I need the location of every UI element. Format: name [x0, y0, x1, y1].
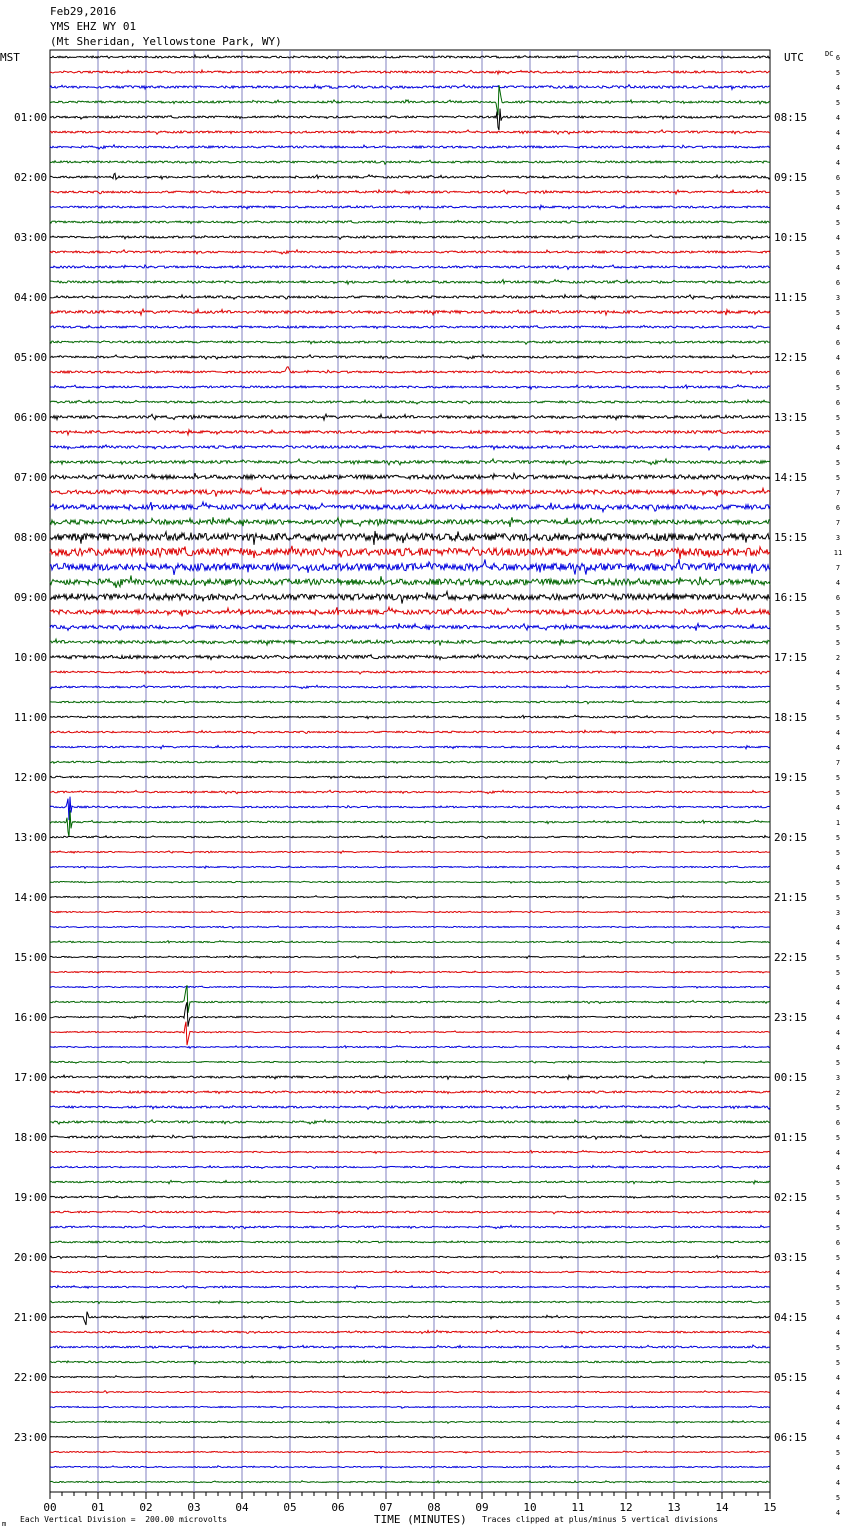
dc-offset-label: 5 — [835, 624, 841, 632]
mst-hour-label: 09:00 — [14, 591, 48, 604]
trace-line — [50, 971, 770, 973]
trace-line — [50, 1345, 770, 1349]
dc-offset-label: 5 — [835, 219, 841, 227]
trace-line — [50, 367, 770, 374]
trace-line — [50, 926, 770, 928]
trace-line — [50, 986, 770, 988]
trace-line — [50, 1075, 770, 1079]
trace-line — [50, 295, 770, 300]
dc-offset-label: 4 — [835, 444, 841, 452]
utc-hour-label: 20:15 — [774, 831, 808, 844]
trace-line — [50, 414, 770, 420]
trace-line — [50, 836, 770, 839]
dc-offset-label: 3 — [835, 294, 841, 302]
dc-offset-label: 5 — [835, 1299, 841, 1307]
dc-offset-label: 4 — [835, 1464, 841, 1472]
dc-offset-label: 5 — [835, 69, 841, 77]
dc-offset-label: 4 — [835, 744, 841, 752]
trace-line — [50, 654, 770, 659]
trace-line — [50, 776, 770, 779]
x-tick-label: 12 — [619, 1501, 633, 1514]
mst-hour-label: 05:00 — [14, 351, 48, 364]
time-labels — [14, 54, 842, 1517]
dc-offset-label: 4 — [835, 1014, 841, 1022]
dc-offset-label: 4 — [835, 1209, 841, 1217]
x-tick-label: 09 — [475, 1501, 489, 1514]
dc-offset-label: 4 — [835, 159, 841, 167]
trace-line — [50, 761, 770, 764]
dc-offset-label: 6 — [835, 1239, 841, 1247]
trace-line — [50, 130, 770, 134]
dc-offset-label: 4 — [835, 1269, 841, 1277]
trace-line — [50, 430, 770, 435]
trace-line — [50, 941, 770, 944]
mst-hour-label: 14:00 — [14, 891, 48, 904]
mst-hour-label: 10:00 — [14, 651, 48, 664]
dc-offset-label: 5 — [835, 879, 841, 887]
mst-axis-title: MST — [0, 51, 20, 64]
x-tick-label: 15 — [763, 1501, 777, 1514]
x-tick-label: 07 — [379, 1501, 393, 1514]
x-tick-label: 08 — [427, 1501, 441, 1514]
trace-line — [50, 145, 770, 149]
trace-line — [50, 810, 770, 837]
trace-line — [50, 730, 770, 733]
mst-hour-label: 12:00 — [14, 771, 48, 784]
mst-hour-label: 19:00 — [14, 1191, 48, 1204]
trace-line — [50, 205, 770, 209]
mst-hour-label: 13:00 — [14, 831, 48, 844]
dc-offset-label: 4 — [835, 1044, 841, 1052]
trace-line — [50, 473, 770, 480]
trace-line — [50, 985, 770, 1013]
dc-offset-label: 4 — [835, 1329, 841, 1337]
dc-offset-label: 6 — [835, 399, 841, 407]
trace-line — [50, 235, 770, 239]
dc-offset-label: 4 — [835, 144, 841, 152]
trace-line — [50, 685, 770, 689]
corner-mark: m — [2, 1520, 7, 1528]
clip-note: Traces clipped at plus/minus 5 vertical divisions — [482, 1515, 719, 1524]
dc-offset-label: 4 — [835, 1149, 841, 1157]
dc-offset-label: 5 — [835, 849, 841, 857]
trace-line — [50, 400, 770, 404]
mst-hour-label: 02:00 — [14, 171, 48, 184]
trace-line — [50, 1376, 770, 1378]
trace-line — [50, 280, 770, 285]
chart-station: YMS EHZ WY 01 — [50, 20, 137, 33]
trace-line — [50, 911, 770, 913]
utc-hour-label: 23:15 — [774, 1011, 808, 1024]
dc-offset-label: 4 — [835, 129, 841, 137]
trace-line — [50, 1286, 770, 1289]
dc-offset-label: 4 — [835, 939, 841, 947]
mst-hour-label: 20:00 — [14, 1251, 48, 1264]
dc-offset-label: 7 — [835, 519, 841, 527]
dc-header: DC — [825, 50, 834, 58]
chart-location: (Mt Sheridan, Yellowstone Park, WY) — [50, 35, 282, 48]
trace-line — [50, 1166, 770, 1169]
trace-line — [50, 1090, 770, 1093]
trace-line — [50, 592, 770, 604]
trace-line — [50, 502, 770, 512]
trace-line — [50, 85, 770, 90]
dc-offset-label: 4 — [835, 1404, 841, 1412]
dc-offset-label: 4 — [835, 984, 841, 992]
dc-offset-label: 6 — [835, 174, 841, 182]
dc-offset-label: 3 — [835, 1074, 841, 1082]
trace-line — [50, 309, 770, 315]
trace-line — [50, 445, 770, 450]
dc-offset-label: 5 — [835, 684, 841, 692]
utc-hour-label: 18:15 — [774, 711, 808, 724]
trace-line — [50, 1022, 770, 1045]
trace-line — [50, 265, 770, 269]
trace-line — [50, 1312, 770, 1325]
utc-hour-label: 04:15 — [774, 1311, 808, 1324]
trace-line — [50, 250, 770, 254]
mst-hour-label: 15:00 — [14, 951, 48, 964]
x-tick-label: 01 — [91, 1501, 105, 1514]
utc-hour-label: 14:15 — [774, 471, 808, 484]
dc-offset-label: 4 — [835, 1509, 841, 1517]
utc-hour-label: 00:15 — [774, 1071, 808, 1084]
dc-offset-label: 4 — [835, 324, 841, 332]
trace-line — [50, 1421, 770, 1424]
dc-offset-label: 5 — [835, 1284, 841, 1292]
trace-line — [50, 1180, 770, 1183]
trace-line — [50, 1105, 770, 1109]
mst-hour-label: 04:00 — [14, 291, 48, 304]
dc-offset-label: 5 — [835, 459, 841, 467]
utc-hour-label: 17:15 — [774, 651, 808, 664]
mst-hour-label: 06:00 — [14, 411, 48, 424]
dc-offset-label: 5 — [835, 99, 841, 107]
x-tick-label: 02 — [139, 1501, 153, 1514]
utc-hour-label: 19:15 — [774, 771, 808, 784]
dc-offset-label: 4 — [835, 1389, 841, 1397]
trace-line — [50, 670, 770, 674]
mst-hour-label: 08:00 — [14, 531, 48, 544]
dc-offset-label: 5 — [835, 609, 841, 617]
mst-hour-label: 07:00 — [14, 471, 48, 484]
trace-line — [50, 1330, 770, 1333]
trace-line — [50, 1361, 770, 1364]
trace-line — [50, 325, 770, 328]
trace-line — [50, 190, 770, 194]
utc-hour-label: 12:15 — [774, 351, 808, 364]
seismic-traces — [50, 55, 770, 1483]
x-axis — [43, 1492, 776, 1514]
dc-offset-label: 4 — [835, 729, 841, 737]
dc-offset-label: 6 — [835, 504, 841, 512]
dc-offset-label: 4 — [835, 234, 841, 242]
dc-offset-label: 5 — [835, 1449, 841, 1457]
trace-line — [50, 517, 770, 527]
dc-offset-label: 4 — [835, 1029, 841, 1037]
dc-offset-label: 4 — [835, 669, 841, 677]
trace-line — [50, 1120, 770, 1124]
mst-hour-label: 17:00 — [14, 1071, 48, 1084]
dc-offset-label: 5 — [835, 1134, 841, 1142]
dc-offset-label: 7 — [835, 564, 841, 572]
dc-offset-label: 5 — [835, 639, 841, 647]
chart-date: Feb29,2016 — [50, 5, 117, 18]
dc-offset-label: 5 — [835, 189, 841, 197]
dc-offset-label: 5 — [835, 1254, 841, 1262]
dc-offset-label: 4 — [835, 1434, 841, 1442]
dc-offset-label: 4 — [835, 864, 841, 872]
trace-line — [50, 1466, 770, 1469]
utc-hour-label: 22:15 — [774, 951, 808, 964]
trace-line — [50, 623, 770, 630]
dc-offset-label: 7 — [835, 489, 841, 497]
dc-offset-label: 7 — [835, 759, 841, 767]
dc-offset-label: 5 — [835, 894, 841, 902]
trace-line — [50, 70, 770, 74]
dc-offset-label: 5 — [835, 1359, 841, 1367]
utc-hour-label: 16:15 — [774, 591, 808, 604]
mst-hour-label: 22:00 — [14, 1371, 48, 1384]
trace-line — [50, 639, 770, 645]
trace-line — [50, 1271, 770, 1274]
dc-offset-label: 5 — [835, 1494, 841, 1502]
dc-offset-label: 4 — [835, 1164, 841, 1172]
trace-line — [50, 1241, 770, 1244]
trace-line — [50, 607, 770, 616]
trace-line — [50, 896, 770, 899]
dc-offset-label: 5 — [835, 714, 841, 722]
dc-offset-label: 5 — [835, 774, 841, 782]
x-tick-label: 13 — [667, 1501, 681, 1514]
trace-line — [50, 1002, 770, 1027]
trace-line — [50, 355, 770, 359]
dc-offset-label: 4 — [835, 579, 841, 587]
trace-line — [50, 173, 770, 179]
utc-hour-label: 15:15 — [774, 531, 808, 544]
dc-offset-label: 6 — [835, 1119, 841, 1127]
utc-axis-title: UTC — [784, 51, 804, 64]
mst-hour-label: 11:00 — [14, 711, 48, 724]
trace-line — [50, 385, 770, 389]
dc-offset-label: 4 — [835, 204, 841, 212]
dc-offset-label: 4 — [835, 354, 841, 362]
dc-offset-label: 5 — [835, 1194, 841, 1202]
dc-offset-label: 5 — [835, 429, 841, 437]
dc-offset-label: 5 — [835, 1344, 841, 1352]
dc-offset-label: 11 — [833, 549, 843, 557]
trace-line — [50, 1196, 770, 1199]
trace-line — [50, 1301, 770, 1304]
trace-line — [50, 1135, 770, 1139]
dc-offset-label: 4 — [835, 999, 841, 1007]
dc-offset-label: 3 — [835, 909, 841, 917]
dc-offset-label: 5 — [835, 969, 841, 977]
trace-line — [50, 488, 770, 497]
trace-line — [50, 559, 770, 575]
dc-offset-label: 5 — [835, 1179, 841, 1187]
x-tick-label: 10 — [523, 1501, 537, 1514]
trace-line — [50, 220, 770, 223]
utc-hour-label: 10:15 — [774, 231, 808, 244]
dc-offset-label: 3 — [835, 534, 841, 542]
trace-line — [50, 109, 770, 131]
dc-offset-label: 4 — [835, 1479, 841, 1487]
dc-offset-label: 4 — [835, 699, 841, 707]
dc-offset-label: 4 — [835, 804, 841, 812]
mst-hour-label: 03:00 — [14, 231, 48, 244]
dc-offset-label: 4 — [835, 924, 841, 932]
dc-offset-label: 6 — [835, 594, 841, 602]
trace-line — [50, 546, 770, 559]
utc-hour-label: 08:15 — [774, 111, 808, 124]
mst-hour-label: 21:00 — [14, 1311, 48, 1324]
dc-offset-label: 6 — [835, 339, 841, 347]
utc-hour-label: 21:15 — [774, 891, 808, 904]
utc-hour-label: 09:15 — [774, 171, 808, 184]
dc-offset-label: 1 — [835, 819, 841, 827]
x-tick-label: 00 — [43, 1501, 57, 1514]
trace-line — [50, 1151, 770, 1154]
dc-offset-label: 4 — [835, 264, 841, 272]
trace-line — [50, 531, 770, 545]
x-tick-label: 11 — [571, 1501, 585, 1514]
trace-line — [50, 715, 770, 718]
trace-line — [50, 1481, 770, 1483]
trace-line — [50, 1406, 770, 1409]
dc-offset-label: 4 — [835, 84, 841, 92]
trace-line — [50, 745, 770, 748]
dc-offset-label: 5 — [835, 474, 841, 482]
trace-line — [50, 459, 770, 465]
mst-hour-label: 18:00 — [14, 1131, 48, 1144]
utc-hour-label: 01:15 — [774, 1131, 808, 1144]
trace-line — [50, 797, 770, 820]
dc-offset-label: 2 — [835, 1089, 841, 1097]
trace-line — [50, 1391, 770, 1394]
dc-offset-label: 5 — [835, 414, 841, 422]
x-tick-label: 04 — [235, 1501, 249, 1514]
dc-offset-label: 5 — [835, 954, 841, 962]
dc-offset-label: 6 — [835, 369, 841, 377]
dc-offset-label: 5 — [835, 309, 841, 317]
utc-hour-label: 06:15 — [774, 1431, 808, 1444]
dc-offset-label: 2 — [835, 654, 841, 662]
x-tick-label: 14 — [715, 1501, 729, 1514]
trace-line — [50, 85, 770, 115]
trace-line — [50, 55, 770, 59]
dc-offset-label: 5 — [835, 1059, 841, 1067]
utc-hour-label: 13:15 — [774, 411, 808, 424]
dc-offset-label: 4 — [835, 1419, 841, 1427]
trace-line — [50, 851, 770, 854]
dc-offset-label: 5 — [835, 789, 841, 797]
trace-line — [50, 1046, 770, 1049]
trace-line — [50, 1211, 770, 1214]
dc-offset-label: 6 — [835, 279, 841, 287]
trace-line — [50, 1436, 770, 1438]
dc-offset-label: 5 — [835, 834, 841, 842]
x-axis-title: TIME (MINUTES) — [374, 1513, 467, 1526]
dc-offset-label: 5 — [835, 1224, 841, 1232]
utc-hour-label: 05:15 — [774, 1371, 808, 1384]
trace-line — [50, 956, 770, 959]
dc-offset-label: 4 — [835, 114, 841, 122]
utc-hour-label: 11:15 — [774, 291, 808, 304]
mst-hour-label: 16:00 — [14, 1011, 48, 1024]
trace-line — [50, 1061, 770, 1064]
x-tick-label: 06 — [331, 1501, 345, 1514]
trace-line — [50, 160, 770, 164]
trace-line — [50, 576, 770, 588]
dc-offset-label: 5 — [835, 249, 841, 257]
trace-line — [50, 866, 770, 868]
utc-hour-label: 02:15 — [774, 1191, 808, 1204]
trace-line — [50, 881, 770, 883]
dc-offset-label: 6 — [835, 54, 841, 62]
trace-line — [50, 790, 770, 794]
dc-offset-label: 5 — [835, 1104, 841, 1112]
trace-line — [50, 701, 770, 704]
trace-line — [50, 1451, 770, 1453]
dc-offset-label: 4 — [835, 1314, 841, 1322]
trace-line — [50, 341, 770, 345]
dc-offset-label: 5 — [835, 384, 841, 392]
dc-offset-label: 4 — [835, 1374, 841, 1382]
x-tick-label: 03 — [187, 1501, 201, 1514]
scale-note: Each Vertical Division = 200.00 microvolts — [20, 1515, 228, 1524]
mst-hour-label: 01:00 — [14, 111, 48, 124]
utc-hour-label: 03:15 — [774, 1251, 808, 1264]
mst-hour-label: 23:00 — [14, 1431, 48, 1444]
x-tick-label: 05 — [283, 1501, 297, 1514]
trace-line — [50, 1256, 770, 1259]
trace-line — [50, 1225, 770, 1229]
